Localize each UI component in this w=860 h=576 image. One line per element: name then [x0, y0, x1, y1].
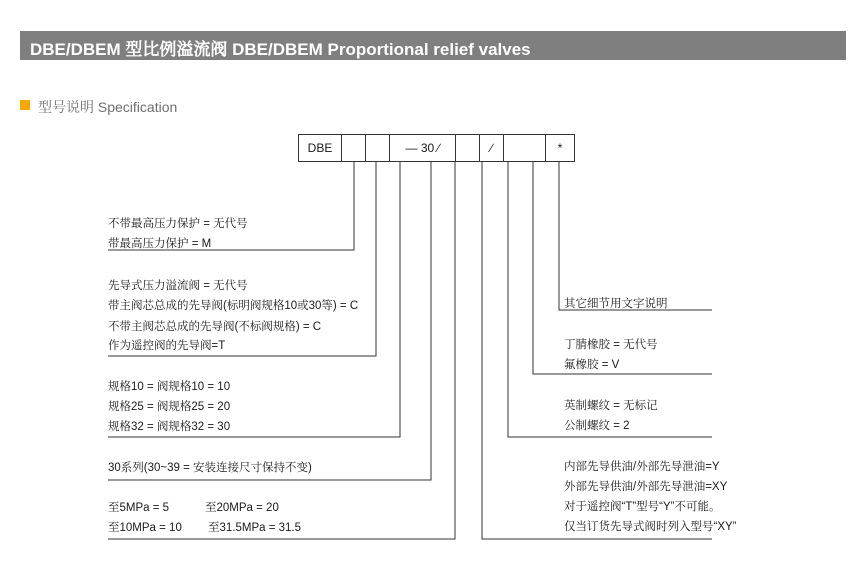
note-pilot-oil-xy: 外部先导供油/外部先导泄油=XY — [564, 481, 728, 493]
note-pilot-c-without-spool: 不带主阀芯总成的先导阀(不标阀规格) = C — [108, 321, 322, 333]
note-pressure-20: 至20MPa = 20 — [205, 502, 279, 514]
note-max-pressure-m: 带最高压力保护 = M — [108, 238, 212, 250]
note-thread-imperial: 英制螺纹 = 无标记 — [564, 400, 658, 412]
note-pilot-none: 先导式压力溢流阀 = 无代号 — [108, 280, 248, 292]
section-title: 型号说明 Specification — [38, 99, 178, 115]
code-cell-slash: ∕ — [479, 134, 504, 162]
note-pressure-5: 至5MPa = 5 — [108, 502, 170, 514]
note-pilot-c-with-spool: 带主阀芯总成的先导阀(标明阀规格10或30等) = C — [108, 300, 359, 312]
note-order-xy: 仅当订货先导式阀时列入型号“XY” — [564, 521, 737, 533]
note-seal-nbr: 丁腈橡胶 = 无代号 — [564, 339, 658, 351]
code-cell-star: * — [545, 134, 575, 162]
note-series-30: 30系列(30~39 = 安装连接尺寸保持不变) — [108, 462, 312, 474]
note-seal-fkm: 氟橡胶 = V — [564, 359, 620, 371]
note-pilot-oil-y: 内部先导供油/外部先导泄油=Y — [564, 461, 720, 473]
note-size-10: 规格10 = 阀规格10 = 10 — [108, 381, 231, 393]
note-remote-valve-t: 对于遥控阀“T”型号“Y”不可能。 — [564, 501, 721, 513]
page-title: DBE/DBEM 型比例溢流阀 DBE/DBEM Proportional relief valves — [30, 40, 531, 59]
note-other-details: 其它细节用文字说明 — [564, 298, 668, 310]
note-thread-metric: 公制螺纹 = 2 — [564, 420, 630, 432]
code-cell-series-number: — 30 ∕ — [389, 134, 456, 162]
note-pressure-31-5: 至31.5MPa = 31.5 — [208, 522, 302, 534]
note-size-32: 规格32 = 阀规格32 = 30 — [108, 421, 231, 433]
code-cell-series: DBE — [298, 134, 342, 162]
note-pilot-t: 作为遥控阀的先导阀=T — [108, 340, 226, 352]
note-max-pressure-none: 不带最高压力保护 = 无代号 — [108, 218, 248, 230]
note-pressure-10: 至10MPa = 10 — [108, 522, 182, 534]
note-size-25: 规格25 = 阀规格25 = 20 — [108, 401, 231, 413]
